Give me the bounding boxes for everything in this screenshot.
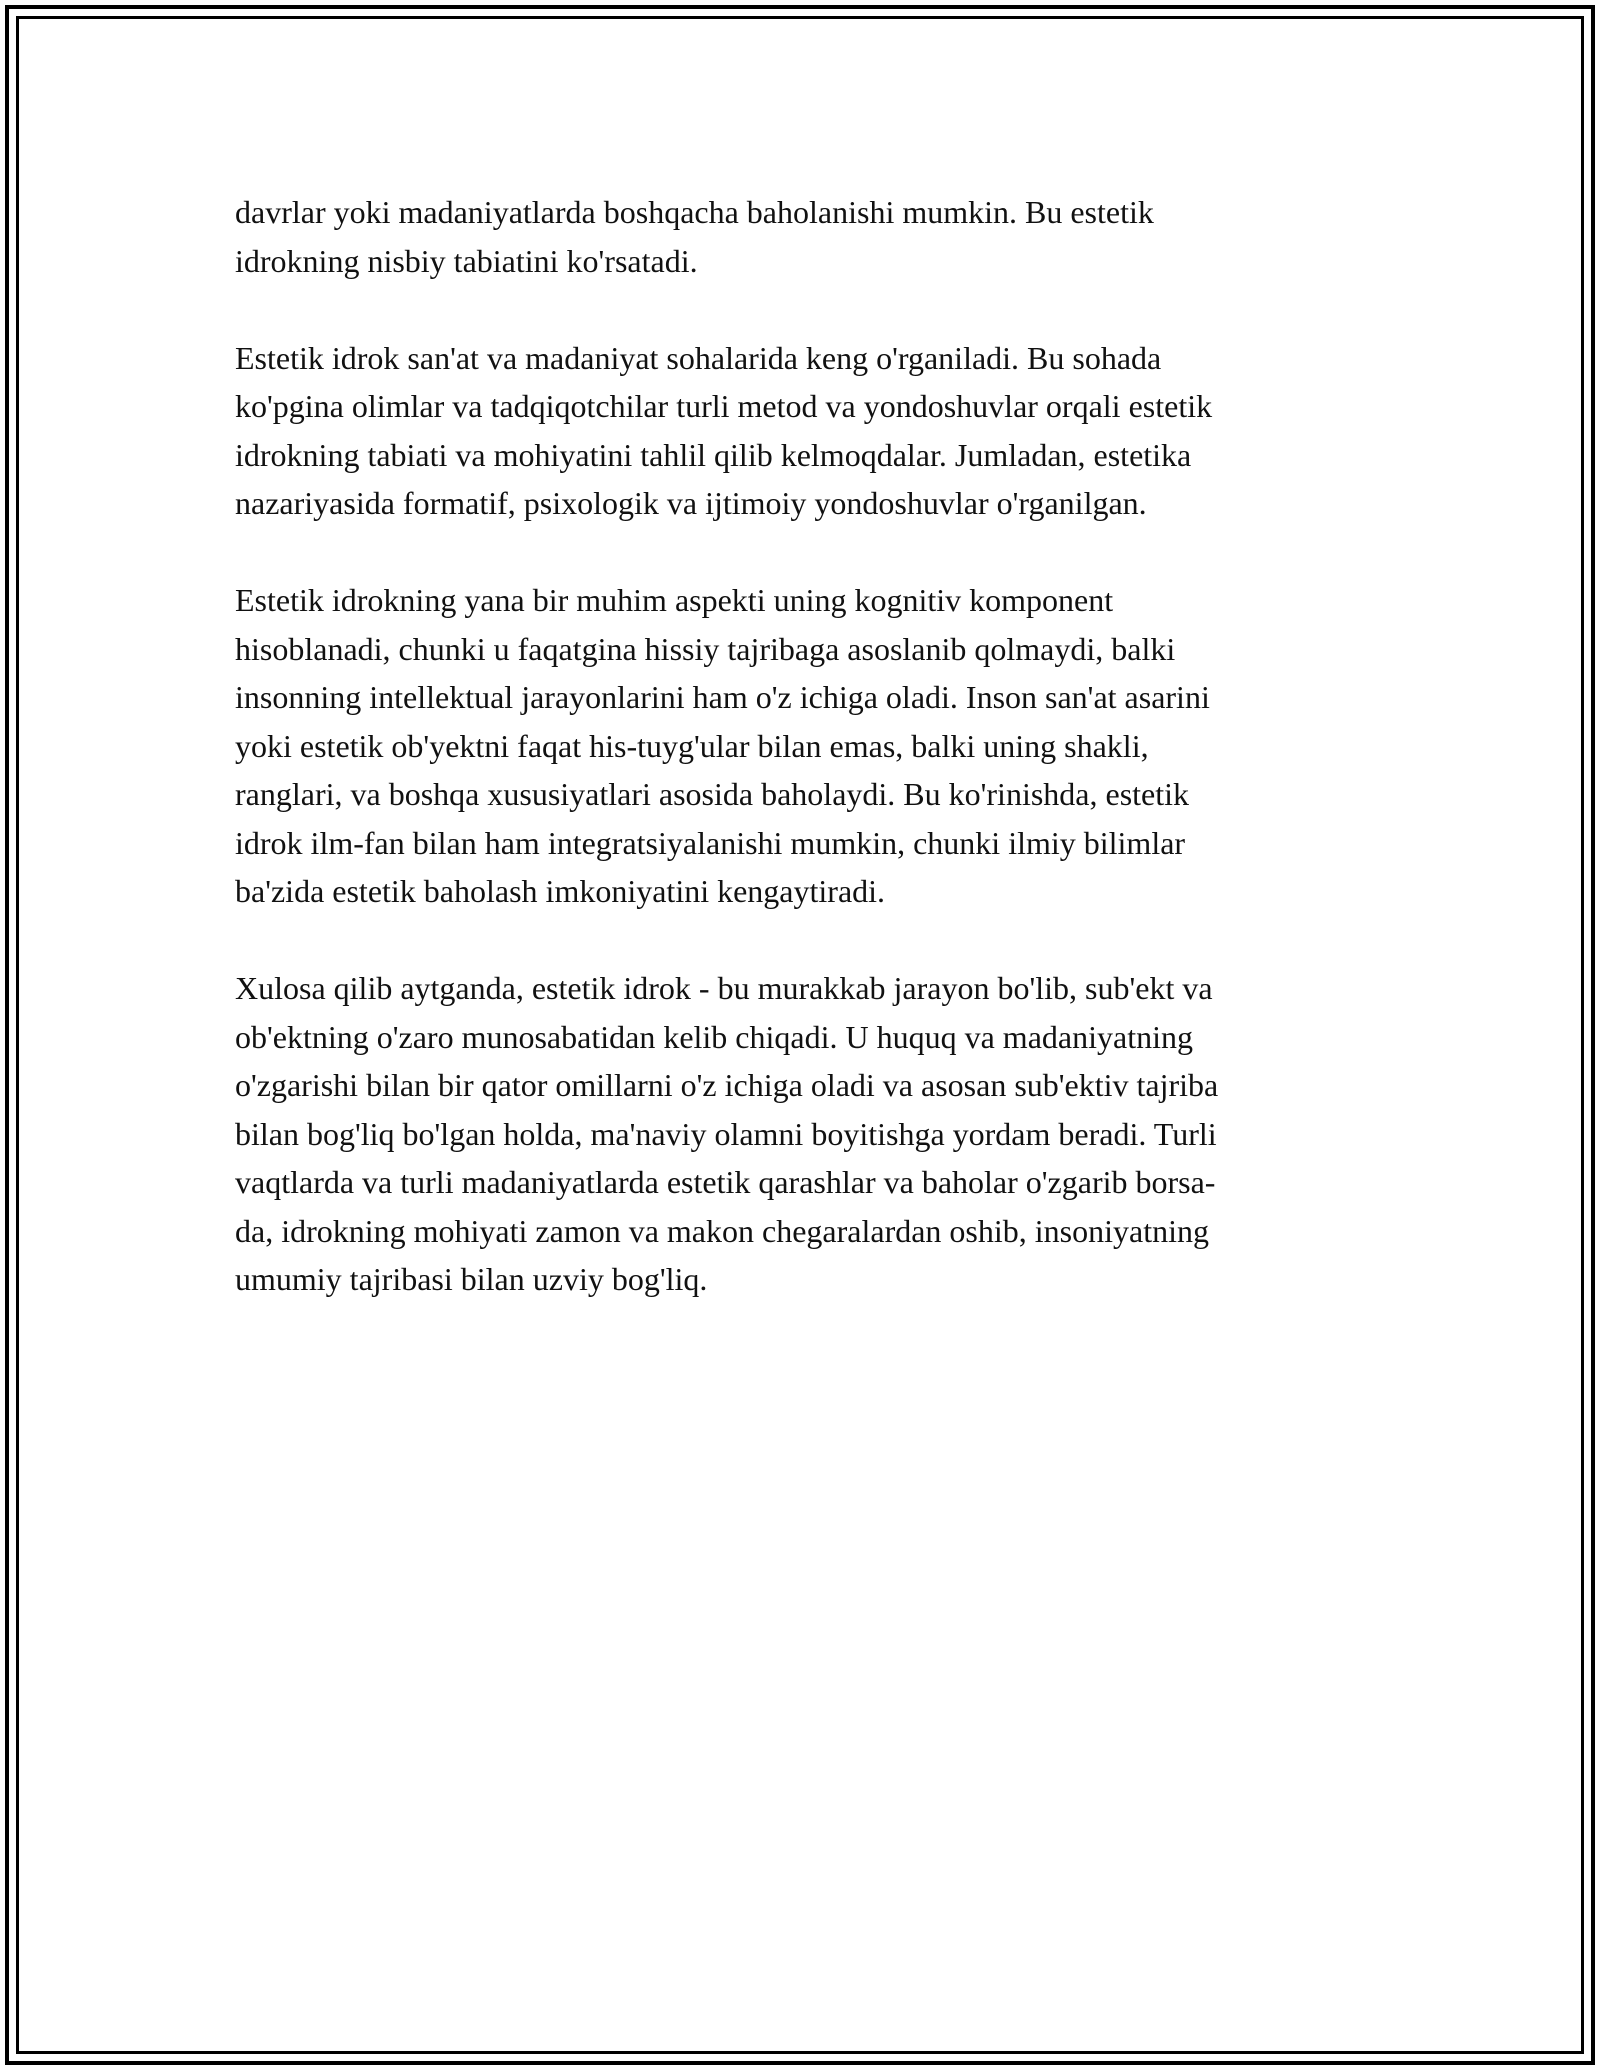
paragraph-1 <box>235 188 1415 285</box>
text-line: hisoblanadi, chunki u faqatgina hissiy tajribaga asoslanib qolmaydi, balki <box>235 630 1176 667</box>
text-line: idrok ilm-fan bilan ham integratsiyalanishi mumkin, chunki ilmiy bilimlar <box>235 824 1186 861</box>
text-line: davrlar yoki madaniyatlarda boshqacha baholanishi mumkin. Bu estetik <box>235 194 1154 230</box>
text-line: yoki estetik ob'yektni faqat his-tuyg'ular bilan emas, balki uning shakli, <box>235 727 1149 764</box>
text-line: Xulosa qilib aytganda, estetik idrok - bu murakkab jarayon bo'lib, sub'ekt va <box>235 970 1213 1006</box>
text-line: Estetik idrok san'at va madaniyat sohalarida keng o'rganiladi. Bu sohada <box>235 339 1162 376</box>
text-line: ko'pgina olimlar va tadqiqotchilar turli metod va yondoshuvlar orqali estetik <box>235 388 1213 424</box>
paragraph-2 <box>235 334 1415 528</box>
text-line: idrokning nisbiy tabiatini ko'rsatadi. <box>235 242 698 279</box>
text-line: umumiy tajribasi bilan uzviy bog'liq. <box>235 1261 708 1297</box>
document-body <box>235 188 1415 1352</box>
text-line: ranglari, va boshqa xususiyatlari asosida baholaydi. Bu ko'rinishda, estetik <box>235 776 1190 812</box>
text-line: idrokning tabiati va mohiyatini tahlil qilib kelmoqdalar. Jumladan, estetika <box>235 436 1192 473</box>
text-line: ob'ektning o'zaro munosabatidan kelib chiqadi. U huquq va madaniyatning <box>235 1018 1193 1055</box>
text-line: o'zgarishi bilan bir qator omillarni o'z ichiga oladi va asosan sub'ektiv tajriba <box>235 1067 1219 1103</box>
text-line: ba'zida estetik baholash imkoniyatini kengaytiradi. <box>235 873 886 909</box>
text-line: nazariyasida formatif, psixologik va ijtimoiy yondoshuvlar o'rganilgan. <box>235 485 1147 521</box>
paragraph-4 <box>235 964 1415 1304</box>
text-line: Estetik idrokning yana bir muhim aspekti uning kognitiv komponent <box>235 582 1114 618</box>
text-line: bilan bog'liq bo'lgan holda, ma'naviy olamni boyitishga yordam beradi. Turli <box>235 1115 1217 1152</box>
text-line: insonning intellektual jarayonlarini ham o'z ichiga oladi. Inson san'at asarini <box>235 679 1210 715</box>
text-line: vaqtlarda va turli madaniyatlarda estetik qarashlar va baholar o'zgarib borsa- <box>235 1164 1216 1200</box>
paragraph-3 <box>235 576 1415 916</box>
text-line: da, idrokning mohiyati zamon va makon chegaralardan oshib, insoniyatning <box>235 1212 1209 1249</box>
